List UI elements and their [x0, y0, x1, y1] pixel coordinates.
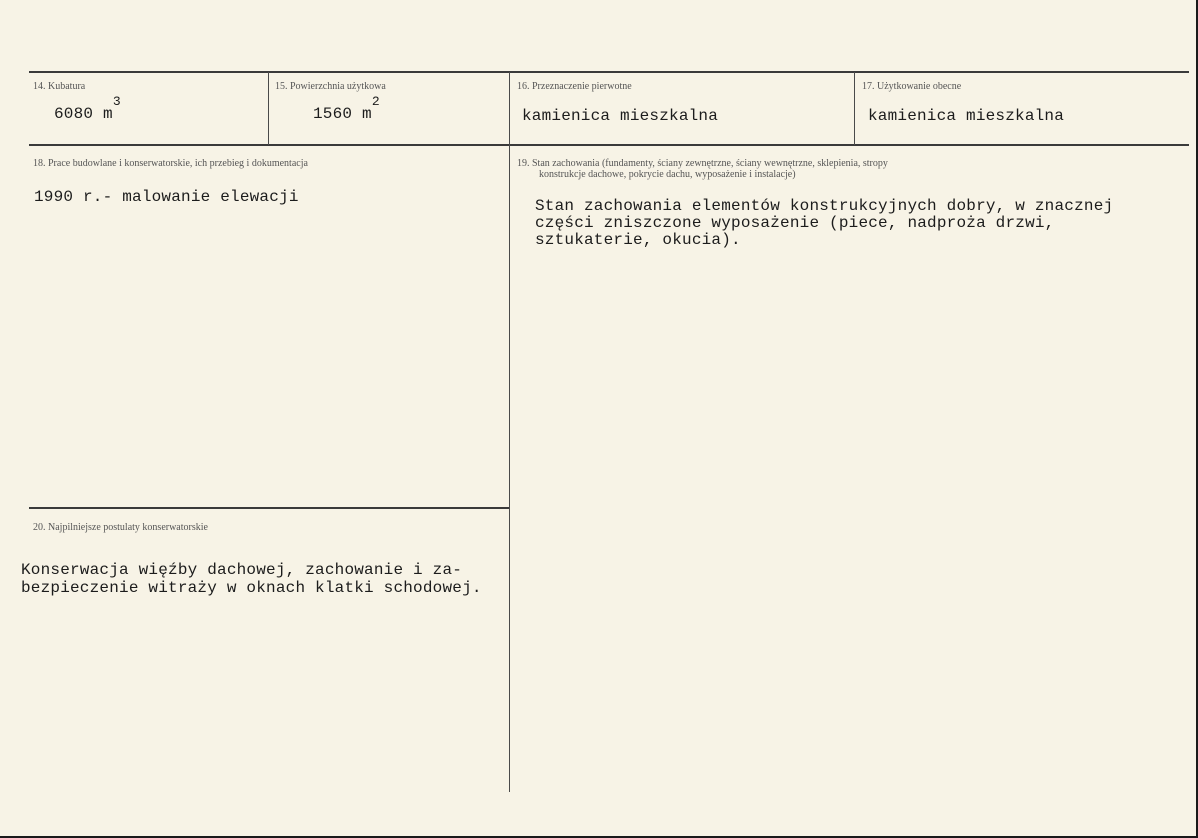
field-20-value-line-2: bezpieczenie witraży w oknach klatki schodowej.	[21, 579, 482, 597]
field-15-unit-exponent: 2	[371, 94, 380, 109]
field-14-unit-exponent: 3	[112, 94, 121, 109]
field-19-label-line-2: konstrukcje dachowe, pokrycie dachu, wyposażenie i instalacje)	[539, 169, 796, 180]
field-19-value-line-2: części zniszczone wyposażenie (piece, nadproża drzwi,	[535, 214, 1055, 232]
field-14-label: 14. Kubatura	[33, 81, 86, 92]
divider-14-15	[268, 72, 269, 145]
divider-16-17	[854, 72, 855, 145]
top-rule	[29, 71, 1189, 73]
field-16-value: kamienica mieszkalna	[522, 107, 719, 125]
field-14-number: 6080 m	[54, 105, 113, 123]
header-bottom-rule	[29, 144, 1189, 146]
field-18-value: 1990 r.- malowanie elewacji	[34, 188, 299, 206]
field-19-value-line-3: sztukaterie, okucia).	[535, 231, 741, 249]
section-20-rule	[29, 507, 509, 509]
field-20-label: 20. Najpilniejsze postulaty konserwatorskie	[33, 522, 208, 533]
field-17-value: kamienica mieszkalna	[868, 107, 1065, 125]
field-14-value	[54, 94, 121, 123]
field-20-value-line-1: Konserwacja więźby dachowej, zachowanie i za-	[21, 561, 463, 579]
field-16-label: 16. Przeznaczenie pierwotne	[517, 81, 632, 92]
divider-15-16	[509, 72, 510, 792]
field-15-label: 15. Powierzchnia użytkowa	[275, 81, 386, 92]
field-15-value	[313, 94, 380, 123]
field-17-label: 17. Użytkowanie obecne	[862, 81, 962, 92]
field-18-label: 18. Prace budowlane i konserwatorskie, ich przebieg i dokumentacja	[33, 158, 308, 169]
field-19-value-line-1: Stan zachowania elementów konstrukcyjnych dobry, w znacznej	[535, 197, 1114, 215]
field-19-label-line-1: 19. Stan zachowania (fundamenty, ściany zewnętrzne, ściany wewnętrzne, sklepienia, stropy	[517, 158, 888, 169]
field-15-number: 1560 m	[313, 105, 372, 123]
